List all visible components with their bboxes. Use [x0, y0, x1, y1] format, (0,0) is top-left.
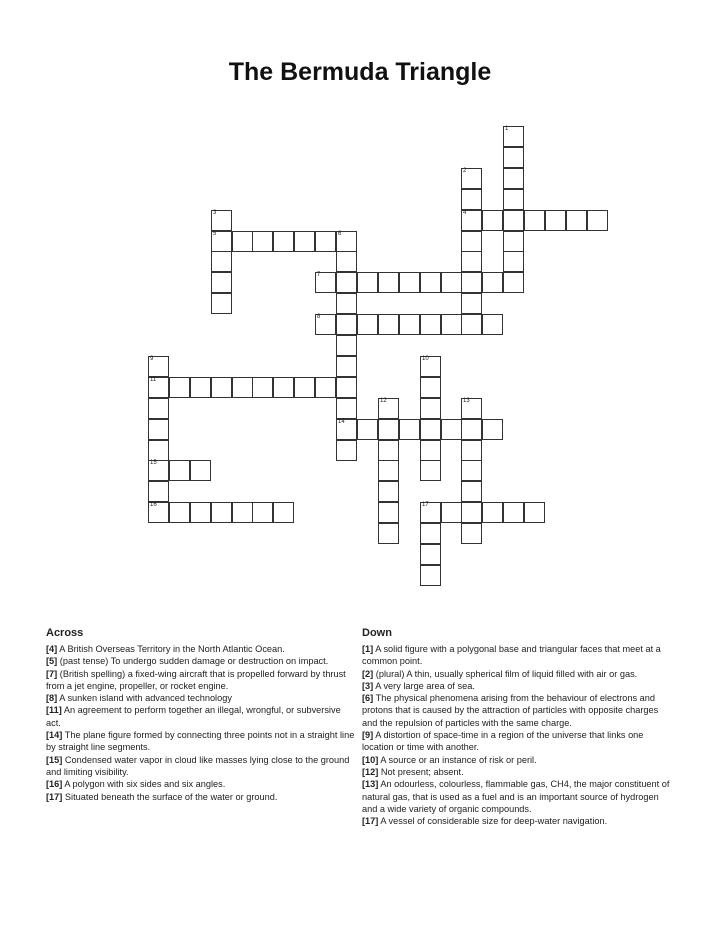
clue-number: 2	[463, 168, 467, 174]
grid-cell[interactable]	[315, 377, 336, 398]
grid-cell[interactable]	[461, 210, 482, 231]
clue-number: [17]	[46, 791, 63, 802]
grid-cell[interactable]	[148, 356, 169, 377]
clue-text: Situated beneath the surface of the water or ground.	[62, 791, 278, 802]
clue-text: A source or an instance of risk or peril.	[378, 754, 537, 765]
across-clue	[46, 668, 356, 693]
grid-cell[interactable]	[482, 502, 503, 523]
grid-cell[interactable]	[211, 272, 232, 293]
grid-cell[interactable]	[315, 231, 336, 252]
grid-cell[interactable]	[441, 419, 462, 440]
across-heading: Across	[46, 627, 84, 639]
grid-cell[interactable]	[482, 210, 503, 231]
grid-cell[interactable]	[461, 272, 482, 293]
grid-cell[interactable]	[420, 523, 441, 544]
grid-cell[interactable]	[420, 398, 441, 419]
grid-cell[interactable]	[420, 356, 441, 377]
grid-cell[interactable]	[336, 272, 357, 293]
page-title: The Bermuda Triangle	[228, 58, 492, 86]
clue-number: 17	[422, 502, 429, 508]
grid-cell[interactable]	[461, 189, 482, 210]
clue-text: (British spelling) a fixed-wing aircraft that is propelled forward by thrust from a jet engine, propeller, or rocket engine.	[46, 668, 346, 691]
grid-cell[interactable]	[357, 272, 378, 293]
grid-cell[interactable]	[461, 440, 482, 461]
grid-cell[interactable]	[503, 231, 524, 252]
clue-number: 3	[213, 210, 217, 216]
grid-cell[interactable]	[503, 189, 524, 210]
clue-number: [14]	[46, 730, 63, 741]
grid-cell[interactable]	[461, 231, 482, 252]
grid-cell[interactable]	[232, 231, 253, 252]
grid-cell[interactable]	[461, 293, 482, 314]
grid-cell[interactable]	[420, 460, 441, 481]
grid-cell[interactable]	[148, 502, 169, 523]
clue-number: 10	[422, 356, 429, 362]
clue-number: [12]	[362, 766, 379, 777]
grid-cell[interactable]	[336, 377, 357, 398]
grid-cell[interactable]	[273, 502, 294, 523]
grid-cell[interactable]	[211, 210, 232, 231]
across-clue	[46, 754, 356, 779]
grid-cell[interactable]	[378, 481, 399, 502]
clue-number: 13	[463, 398, 470, 404]
clue-number: [10]	[362, 754, 379, 765]
grid-cell[interactable]	[399, 272, 420, 293]
grid-cell[interactable]	[211, 251, 232, 272]
grid-cell[interactable]	[336, 335, 357, 356]
grid-cell[interactable]	[378, 523, 399, 544]
grid-cell[interactable]	[336, 231, 357, 252]
grid-cell[interactable]	[420, 419, 441, 440]
grid-cell[interactable]	[148, 398, 169, 419]
grid-cell[interactable]	[420, 314, 441, 335]
clue-text: A vessel of considerable size for deep-water navigation.	[378, 816, 608, 827]
grid-cell[interactable]	[378, 460, 399, 481]
clue-number: [2]	[362, 668, 374, 679]
clue-number: [9]	[362, 730, 374, 741]
grid-cell[interactable]	[211, 231, 232, 252]
clue-text: The plane figure formed by connecting three points not in a straight line by straight line segments.	[46, 730, 355, 753]
clue-number: 12	[380, 398, 387, 404]
across-clue	[46, 692, 356, 704]
grid-cell[interactable]	[587, 210, 608, 231]
across-clue	[46, 655, 356, 667]
clue-number: 16	[150, 502, 157, 508]
down-clue	[362, 668, 676, 680]
grid-cell[interactable]	[232, 502, 253, 523]
grid-cell[interactable]	[420, 440, 441, 461]
grid-cell[interactable]	[399, 314, 420, 335]
grid-cell[interactable]	[378, 440, 399, 461]
down-clue	[362, 692, 676, 729]
down-heading: Down	[362, 627, 392, 639]
grid-cell[interactable]	[169, 460, 190, 481]
grid-cell[interactable]	[357, 314, 378, 335]
grid-cell[interactable]	[357, 419, 378, 440]
clue-text: A sunken island with advanced technology	[57, 693, 232, 704]
grid-cell[interactable]	[503, 126, 524, 147]
grid-cell[interactable]	[294, 231, 315, 252]
grid-cell[interactable]	[336, 398, 357, 419]
grid-cell[interactable]	[482, 419, 503, 440]
grid-cell[interactable]	[252, 377, 273, 398]
grid-cell[interactable]	[336, 293, 357, 314]
clue-text: An odourless, colourless, flammable gas, CH4, the major constituent of natural gas, that is used as a fuel and is an important source of hydrogen and a wide variety of organic compounds.	[362, 779, 670, 814]
clue-number: 6	[338, 231, 342, 237]
clue-text: An agreement to perform together an illegal, wrongful, or subversive act.	[46, 705, 341, 728]
grid-cell[interactable]	[378, 502, 399, 523]
across-clues	[46, 626, 356, 803]
across-clue-list	[46, 643, 356, 803]
clue-number: [13]	[362, 779, 379, 790]
grid-cell[interactable]	[420, 272, 441, 293]
clue-text: A distortion of space-time in a region of the universe that links one location or time with another.	[362, 730, 644, 753]
grid-cell[interactable]	[378, 419, 399, 440]
clue-number: 15	[150, 460, 157, 466]
grid-cell[interactable]	[399, 419, 420, 440]
grid-cell[interactable]	[211, 377, 232, 398]
grid-cell[interactable]	[232, 377, 253, 398]
grid-cell[interactable]	[315, 314, 336, 335]
grid-cell[interactable]	[461, 168, 482, 189]
across-clue	[46, 791, 356, 803]
grid-cell[interactable]	[378, 314, 399, 335]
grid-cell[interactable]	[336, 419, 357, 440]
clue-number: [17]	[362, 816, 379, 827]
grid-cell[interactable]	[482, 272, 503, 293]
across-clue	[46, 778, 356, 790]
grid-cell[interactable]	[503, 251, 524, 272]
clue-number: 5	[213, 231, 217, 237]
grid-cell[interactable]	[336, 440, 357, 461]
grid-cell[interactable]	[378, 272, 399, 293]
grid-cell[interactable]	[252, 502, 273, 523]
grid-cell[interactable]	[148, 440, 169, 461]
grid-cell[interactable]	[503, 272, 524, 293]
grid-cell[interactable]	[545, 210, 566, 231]
clue-number: 8	[317, 314, 321, 320]
down-clue	[362, 766, 676, 778]
clue-number: [6]	[362, 693, 374, 704]
grid-cell[interactable]	[148, 377, 169, 398]
clue-number: 9	[150, 356, 154, 362]
grid-cell[interactable]	[336, 356, 357, 377]
grid-cell[interactable]	[461, 398, 482, 419]
grid-cell[interactable]	[252, 231, 273, 252]
grid-cell[interactable]	[441, 314, 462, 335]
grid-cell[interactable]	[315, 272, 336, 293]
grid-cell[interactable]	[190, 502, 211, 523]
grid-cell[interactable]	[441, 272, 462, 293]
clue-number: [3]	[362, 680, 374, 691]
down-clue	[362, 729, 676, 754]
clue-text: A British Overseas Territory in the North Atlantic Ocean.	[57, 644, 285, 654]
grid-cell[interactable]	[148, 419, 169, 440]
down-clue	[362, 815, 676, 827]
down-clue	[362, 643, 676, 668]
grid-cell[interactable]	[482, 314, 503, 335]
grid-cell[interactable]	[420, 544, 441, 565]
grid-cell[interactable]	[461, 460, 482, 481]
clue-number: [15]	[46, 754, 63, 765]
grid-cell[interactable]	[461, 419, 482, 440]
clue-number: [1]	[362, 644, 374, 654]
across-clue	[46, 704, 356, 729]
clue-number: [16]	[46, 779, 63, 790]
grid-cell[interactable]	[461, 502, 482, 523]
clue-number: [8]	[46, 693, 58, 704]
clue-text: A polygon with six sides and six angles.	[62, 779, 226, 790]
grid-cell[interactable]	[273, 231, 294, 252]
down-clue	[362, 754, 676, 766]
grid-cell[interactable]	[420, 565, 441, 586]
down-clue	[362, 778, 676, 815]
grid-cell[interactable]	[169, 502, 190, 523]
grid-cell[interactable]	[461, 314, 482, 335]
grid-cell[interactable]	[503, 147, 524, 168]
across-clue	[46, 643, 356, 655]
grid-cell[interactable]	[169, 377, 190, 398]
grid-cell[interactable]	[190, 460, 211, 481]
grid-cell[interactable]	[211, 502, 232, 523]
clue-number: 14	[338, 419, 345, 425]
grid-cell[interactable]	[566, 210, 587, 231]
grid-cell[interactable]	[461, 481, 482, 502]
grid-cell[interactable]	[336, 251, 357, 272]
clue-number: 7	[317, 272, 321, 278]
grid-cell[interactable]	[336, 314, 357, 335]
down-clue	[362, 680, 676, 692]
grid-cell[interactable]	[503, 168, 524, 189]
down-clues	[362, 626, 676, 827]
grid-cell[interactable]	[294, 377, 315, 398]
grid-cell[interactable]	[461, 251, 482, 272]
grid-cell[interactable]	[503, 210, 524, 231]
grid-cell[interactable]	[420, 502, 441, 523]
clue-text: Condensed water vapor in cloud like masses lying close to the ground and limiting visibility.	[46, 754, 350, 777]
clue-text: Not present; absent.	[378, 766, 464, 777]
clue-text: (plural) A thin, usually spherical film of liquid filled with air or gas.	[373, 668, 638, 679]
clue-number: [11]	[46, 705, 62, 716]
grid-cell[interactable]	[148, 460, 169, 481]
grid-cell[interactable]	[378, 398, 399, 419]
down-clue-list	[362, 643, 676, 827]
across-clue	[46, 729, 356, 754]
grid-cell[interactable]	[273, 377, 294, 398]
clue-text: (past tense) To undergo sudden damage or destruction on impact.	[57, 656, 329, 667]
grid-cell[interactable]	[211, 293, 232, 314]
grid-cell[interactable]	[148, 481, 169, 502]
clue-number: 1	[505, 126, 509, 132]
clue-text: The physical phenomena arising from the behaviour of electrons and protons that is caused by the attraction of particles with opposite charges and the repulsion of particles with the same charge.	[362, 693, 659, 728]
clue-number: 11	[150, 377, 157, 383]
clue-number: [7]	[46, 668, 58, 679]
grid-cell[interactable]	[190, 377, 211, 398]
clue-number: [4]	[46, 644, 58, 654]
grid-cell[interactable]	[441, 502, 462, 523]
grid-cell[interactable]	[524, 210, 545, 231]
clue-text: A solid figure with a polygonal base and triangular faces that meet at a common point.	[362, 644, 661, 667]
grid-cell[interactable]	[503, 502, 524, 523]
clue-text: A very large area of sea.	[373, 680, 475, 691]
grid-cell[interactable]	[524, 502, 545, 523]
clue-number: [5]	[46, 656, 58, 667]
grid-cell[interactable]	[420, 377, 441, 398]
clue-number: 4	[463, 210, 467, 216]
grid-cell[interactable]	[461, 523, 482, 544]
